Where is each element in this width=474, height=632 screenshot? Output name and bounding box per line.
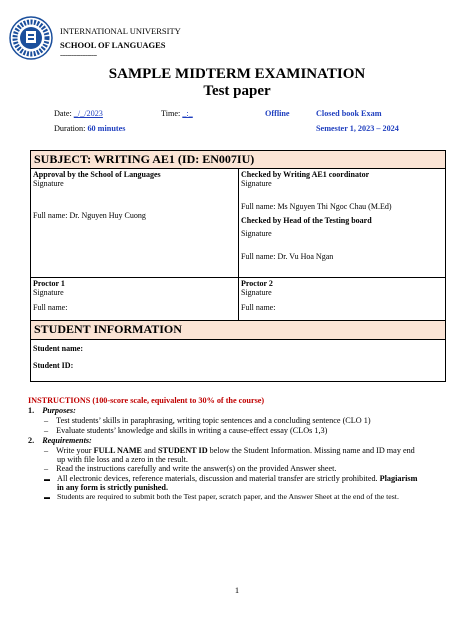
time-value: _:_ — [182, 109, 193, 118]
testing-title: Checked by Head of the Testing board — [241, 216, 372, 225]
requirement-text-cont: in any form is strictly punished. — [57, 483, 168, 492]
dash-marker: – — [44, 416, 49, 425]
testing-signature-label: Signature — [241, 229, 272, 238]
proctor1-title: Proctor 1 — [33, 279, 65, 288]
date-field — [54, 109, 103, 118]
proctor2-cell — [238, 278, 445, 320]
approval-signature-label: Signature — [33, 179, 64, 188]
approval-row — [31, 168, 445, 277]
proctor-row — [31, 277, 445, 320]
instructions-heading: INSTRUCTIONS (100-score scale, equivalent to 30% of the course) — [28, 396, 265, 405]
proctor1-cell — [31, 278, 238, 320]
exam-type: Closed book Exam — [316, 109, 382, 118]
duration-label: Duration: — [54, 124, 86, 133]
purpose-item — [44, 426, 327, 435]
duration-field — [54, 124, 125, 133]
time-label: Time: — [161, 109, 181, 118]
requirement-item — [44, 474, 417, 483]
time-field — [161, 109, 193, 118]
purposes-heading — [28, 406, 76, 415]
checked-cell — [238, 169, 445, 277]
bullet-marker: ▬ — [44, 495, 50, 501]
proctor2-full-name: Full name: — [241, 303, 276, 312]
page-number: 1 — [234, 585, 240, 595]
purposes-title: Purposes: — [42, 406, 76, 415]
date-label: Date: — [54, 109, 72, 118]
requirements-number: 2. — [28, 436, 35, 445]
school-name: SCHOOL OF LANGUAGES — [60, 40, 166, 50]
purpose-text: Evaluate students’ knowledge and skills in writing a cause-effect essay (CLOs 1,3) — [56, 426, 328, 435]
dash-marker: – — [44, 446, 49, 455]
exam-subtitle: Test paper — [203, 83, 271, 99]
exam-mode: Offline — [265, 109, 290, 118]
approval-title: Approval by the School of Languages — [33, 170, 161, 179]
proctor1-full-name: Full name: — [33, 303, 68, 312]
requirements-heading — [28, 436, 92, 445]
requirement-item — [44, 492, 399, 501]
subject-header: SUBJECT: WRITING AE1 (ID: EN007IU) — [31, 151, 445, 168]
university-logo — [9, 16, 53, 60]
duration-value: 60 minutes — [87, 124, 126, 133]
requirement-text: All electronic devices, reference materials, discussion and material transfer are strictly prohibited. Plagiarism — [57, 474, 418, 483]
requirement-text: Students are required to submit both the Test paper, scratch paper, and the Answer Sheet at the end of the test. — [57, 492, 399, 501]
requirement-item — [44, 446, 415, 455]
checked-title: Checked by Writing AE1 coordinator — [241, 170, 370, 179]
checked-signature-label: Signature — [241, 179, 272, 188]
university-name: INTERNATIONAL UNIVERSITY — [60, 26, 181, 36]
requirements-title: Requirements: — [42, 436, 92, 445]
requirement-item — [44, 464, 336, 473]
approval-full-name: Full name: Dr. Nguyen Huy Cuong — [33, 211, 146, 220]
checked-full-name: Full name: Ms Nguyen Thi Ngoc Chau (M.Ed) — [241, 202, 392, 211]
requirement-text: Read the instructions carefully and write the answer(s) on the provided Answer sheet. — [56, 464, 337, 473]
proctor1-signature-label: Signature — [33, 288, 64, 297]
purpose-text: Test students’ skills in paraphrasing, writing topic sentences and a concluding sentence (CLO 1) — [56, 416, 371, 425]
date-value: _/_/2023 — [73, 109, 103, 118]
student-id-label: Student ID: — [33, 361, 74, 370]
subject-table — [30, 150, 446, 382]
exam-title: SAMPLE MIDTERM EXAMINATION — [108, 66, 366, 82]
proctor2-signature-label: Signature — [241, 288, 272, 297]
student-info-header: STUDENT INFORMATION — [31, 320, 445, 339]
semester: Semester 1, 2023 – 2024 — [316, 124, 399, 133]
student-info-body — [31, 339, 445, 381]
purposes-number: 1. — [28, 406, 35, 415]
requirement-text-cont: up with file loss and a zero in the result. — [57, 455, 188, 464]
dash-marker: – — [44, 426, 49, 435]
dash-marker: – — [44, 464, 49, 473]
proctor2-title: Proctor 2 — [241, 279, 273, 288]
header-divider: -------------------- — [60, 51, 97, 59]
approval-cell — [31, 169, 238, 277]
student-name-label: Student name: — [33, 344, 84, 353]
requirement-text: Write your FULL NAME and STUDENT ID below the Student Information. Missing name and ID may end — [56, 446, 415, 455]
purpose-item — [44, 416, 371, 425]
testing-full-name: Full name: Dr. Vu Hoa Ngan — [241, 252, 334, 261]
bullet-marker: ▬ — [44, 477, 50, 483]
